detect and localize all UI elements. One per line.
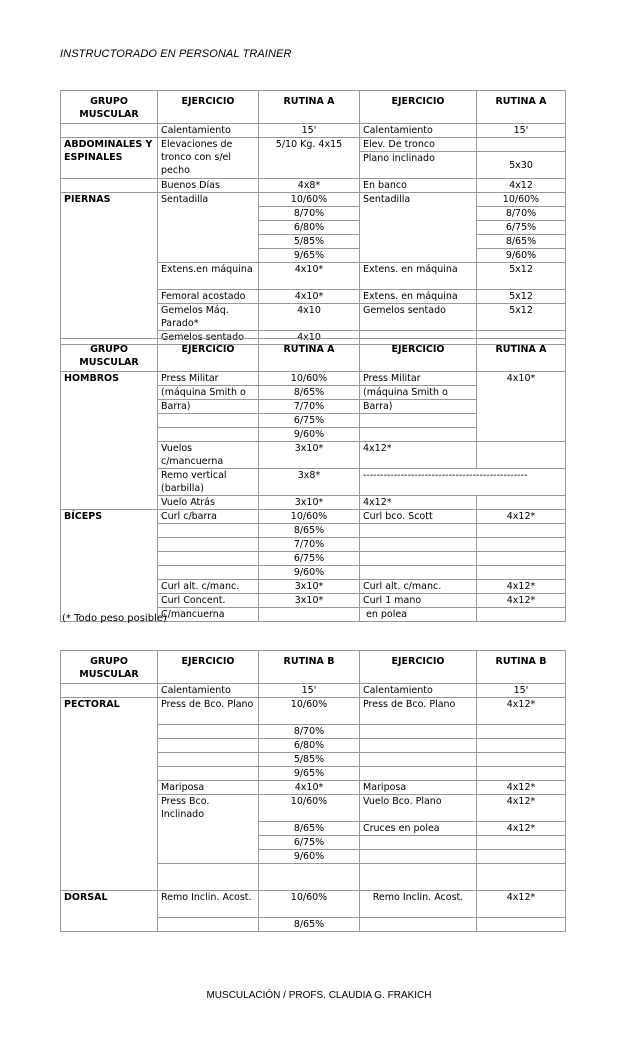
cell bbox=[158, 739, 259, 753]
cell: 8/65% bbox=[259, 822, 360, 836]
cell: Extens.en máquina bbox=[158, 263, 259, 290]
header-grupo-muscular: GRUPO MUSCULAR bbox=[61, 651, 158, 684]
cell: 3x10* bbox=[259, 496, 360, 510]
cell: 8/65% bbox=[477, 235, 566, 249]
cell: 6/80% bbox=[259, 221, 360, 235]
cell: 8/70% bbox=[259, 207, 360, 221]
cell: Gemelos sentado bbox=[360, 304, 477, 331]
cell bbox=[259, 608, 360, 622]
cell: Elevaciones de tronco con s/el pecho bbox=[158, 138, 259, 179]
header-ejercicio: EJERCICIO bbox=[158, 91, 259, 124]
cell: Remo vertical (barbilla) bbox=[158, 469, 259, 496]
cell: 5x12 bbox=[477, 290, 566, 304]
cell: Curl 1 mano bbox=[360, 594, 477, 608]
cell: (máquina Smith o bbox=[360, 386, 477, 400]
cell bbox=[61, 124, 158, 138]
cell: Mariposa bbox=[158, 781, 259, 795]
header-rutina: RUTINA A bbox=[477, 91, 566, 124]
cell: Vuelo Bco. Plano bbox=[360, 795, 477, 822]
cell bbox=[360, 767, 477, 781]
cell: 4x10 bbox=[259, 304, 360, 331]
cell: 4x12* bbox=[477, 822, 566, 836]
cell: 4x12* bbox=[360, 442, 477, 469]
cell: 5/85% bbox=[259, 235, 360, 249]
cell: 4x12* bbox=[360, 496, 477, 510]
cell: 10/60% bbox=[477, 193, 566, 207]
cell: 5/85% bbox=[259, 753, 360, 767]
cell bbox=[158, 428, 259, 442]
table-header-row bbox=[61, 91, 566, 124]
group-label: HOMBROS bbox=[61, 372, 158, 510]
group-label: ABDOMINALES Y ESPINALES bbox=[61, 138, 158, 179]
cell: 9/60% bbox=[259, 850, 360, 864]
header-rutina: RUTINA B bbox=[259, 651, 360, 684]
cell: Press de Bco. Plano bbox=[360, 698, 477, 725]
header-rutina: RUTINA A bbox=[259, 339, 360, 372]
cell: 10/60% bbox=[259, 698, 360, 725]
dashed-placeholder: ------------------------------------------------ bbox=[360, 469, 566, 496]
cell: 10/60% bbox=[259, 795, 360, 822]
cell: 9/60% bbox=[259, 428, 360, 442]
header-ejercicio: EJERCICIO bbox=[158, 339, 259, 372]
cell: Press de Bco. Plano bbox=[158, 698, 259, 725]
cell bbox=[61, 684, 158, 698]
cell: 15' bbox=[477, 124, 566, 138]
cell: Elev. De tronco bbox=[360, 138, 477, 152]
cell: 10/60% bbox=[259, 510, 360, 524]
cell: Mariposa bbox=[360, 781, 477, 795]
cell: C/mancuerna bbox=[158, 608, 259, 622]
header-rutina: RUTINA B bbox=[477, 651, 566, 684]
cell: Press Militar bbox=[158, 372, 259, 386]
cell: 5x12 bbox=[477, 263, 566, 290]
page-header: INSTRUCTORADO EN PERSONAL TRAINER bbox=[60, 48, 292, 60]
cell bbox=[360, 850, 477, 864]
cell: Extens. en máquina bbox=[360, 263, 477, 290]
cell: Curl c/barra bbox=[158, 510, 259, 524]
cell: 6/75% bbox=[259, 836, 360, 850]
cell bbox=[360, 428, 477, 442]
cell: 9/60% bbox=[259, 566, 360, 580]
cell: 9/65% bbox=[259, 767, 360, 781]
cell: 6/75% bbox=[259, 552, 360, 566]
table-row bbox=[61, 193, 566, 207]
cell: Extens. en máquina bbox=[360, 290, 477, 304]
cell: Plano inclinado bbox=[360, 152, 477, 179]
cell: 4x12* bbox=[477, 891, 566, 918]
cell: 3x10* bbox=[259, 580, 360, 594]
cell: 4x10* bbox=[259, 263, 360, 290]
cell: 4x10* bbox=[259, 290, 360, 304]
table-header-row bbox=[61, 339, 566, 372]
cell bbox=[360, 414, 477, 428]
cell: Barra) bbox=[158, 400, 259, 414]
cell: Press Bco. Inclinado bbox=[158, 795, 259, 864]
group-label: BÍCEPS bbox=[61, 510, 158, 622]
cell: Barra) bbox=[360, 400, 477, 414]
cell: 4x12* bbox=[477, 781, 566, 795]
cell bbox=[477, 608, 566, 622]
cell: 15' bbox=[259, 124, 360, 138]
cell: 10/60% bbox=[259, 891, 360, 918]
table-row bbox=[61, 510, 566, 524]
cell bbox=[477, 864, 566, 891]
cell bbox=[158, 918, 259, 932]
cell: Gemelos sentado bbox=[158, 331, 259, 345]
cell bbox=[477, 725, 566, 739]
cell: en polea bbox=[360, 608, 477, 622]
cell bbox=[158, 524, 259, 538]
cell bbox=[360, 918, 477, 932]
cell bbox=[360, 739, 477, 753]
cell bbox=[477, 524, 566, 538]
cell: 3x10* bbox=[259, 594, 360, 608]
header-ejercicio: EJERCICIO bbox=[360, 651, 477, 684]
cell: 6/75% bbox=[259, 414, 360, 428]
cell bbox=[158, 566, 259, 580]
cell: 4x12* bbox=[477, 594, 566, 608]
cell bbox=[360, 864, 477, 891]
cell: 8/65% bbox=[259, 524, 360, 538]
cell: 5/10 Kg. 4x15 bbox=[259, 138, 360, 179]
cell: Calentamiento bbox=[360, 684, 477, 698]
cell bbox=[477, 442, 566, 469]
cell: Femoral acostado bbox=[158, 290, 259, 304]
cell: Buenos Días bbox=[158, 179, 259, 193]
cell bbox=[360, 836, 477, 850]
table-row bbox=[61, 698, 566, 725]
cell: 5x30 bbox=[477, 152, 566, 179]
table-row bbox=[61, 124, 566, 138]
cell: 15' bbox=[477, 684, 566, 698]
cell bbox=[477, 767, 566, 781]
cell bbox=[477, 850, 566, 864]
cell: Remo Inclin. Acost. bbox=[158, 891, 259, 918]
weight-note: (* Todo peso posible) bbox=[62, 613, 167, 624]
group-label: PECTORAL bbox=[61, 698, 158, 891]
cell bbox=[477, 538, 566, 552]
cell: 8/70% bbox=[477, 207, 566, 221]
cell bbox=[259, 864, 360, 891]
cell: 4x10 bbox=[259, 331, 360, 345]
cell: Cruces en polea bbox=[360, 822, 477, 836]
cell: 7/70% bbox=[259, 538, 360, 552]
header-rutina: RUTINA A bbox=[259, 91, 360, 124]
cell bbox=[158, 767, 259, 781]
cell: 6/80% bbox=[259, 739, 360, 753]
cell: 7/70% bbox=[259, 400, 360, 414]
header-ejercicio: EJERCICIO bbox=[158, 651, 259, 684]
cell: 4x12* bbox=[477, 580, 566, 594]
cell: 9/60% bbox=[477, 249, 566, 263]
cell bbox=[360, 552, 477, 566]
cell: Curl alt. c/manc. bbox=[360, 580, 477, 594]
header-grupo-muscular: GRUPO MUSCULAR bbox=[61, 91, 158, 124]
cell: Curl bco. Scott bbox=[360, 510, 477, 524]
cell: 10/60% bbox=[259, 372, 360, 386]
table-row bbox=[61, 138, 566, 152]
cell: 4x12 bbox=[477, 179, 566, 193]
cell bbox=[477, 496, 566, 510]
cell: Remo Inclin. Acost. bbox=[360, 891, 477, 918]
cell bbox=[61, 179, 158, 193]
cell bbox=[477, 138, 566, 152]
cell: 6/75% bbox=[477, 221, 566, 235]
cell: 4x12* bbox=[477, 795, 566, 822]
cell: 3x10* bbox=[259, 442, 360, 469]
cell bbox=[477, 739, 566, 753]
cell bbox=[360, 538, 477, 552]
cell bbox=[360, 524, 477, 538]
cell bbox=[477, 836, 566, 850]
cell bbox=[158, 538, 259, 552]
cell bbox=[477, 566, 566, 580]
cell: 8/65% bbox=[259, 386, 360, 400]
cell: Calentamiento bbox=[360, 124, 477, 138]
cell: Calentamiento bbox=[158, 684, 259, 698]
routine-table-a-hombros-biceps bbox=[60, 338, 566, 622]
cell bbox=[158, 414, 259, 428]
table-header-row bbox=[61, 651, 566, 684]
cell bbox=[360, 725, 477, 739]
header-grupo-muscular: GRUPO MUSCULAR bbox=[61, 339, 158, 372]
cell bbox=[158, 725, 259, 739]
table-row bbox=[61, 891, 566, 918]
cell bbox=[477, 753, 566, 767]
cell: Calentamiento bbox=[158, 124, 259, 138]
routine-table-b-pectoral-dorsal bbox=[60, 650, 566, 932]
cell: 9/65% bbox=[259, 249, 360, 263]
cell bbox=[477, 552, 566, 566]
cell bbox=[360, 753, 477, 767]
cell bbox=[360, 566, 477, 580]
cell bbox=[158, 864, 259, 891]
cell: 15' bbox=[259, 684, 360, 698]
routine-table-a-abdominales-piernas bbox=[60, 90, 566, 345]
cell: Sentadilla bbox=[360, 193, 477, 263]
table-row bbox=[61, 372, 566, 386]
cell: 4x12* bbox=[477, 698, 566, 725]
cell: 10/60% bbox=[259, 193, 360, 207]
cell: Gemelos Máq. Parado* bbox=[158, 304, 259, 331]
cell: Curl Concent. bbox=[158, 594, 259, 608]
cell: 5x12 bbox=[477, 304, 566, 331]
cell: Vuelo Atrás bbox=[158, 496, 259, 510]
cell: Vuelos c/mancuerna bbox=[158, 442, 259, 469]
group-label: DORSAL bbox=[61, 891, 158, 932]
cell bbox=[158, 552, 259, 566]
cell: 3x8* bbox=[259, 469, 360, 496]
cell: 8/70% bbox=[259, 725, 360, 739]
cell: 4x12* bbox=[477, 510, 566, 524]
cell bbox=[477, 918, 566, 932]
group-label: PIERNAS bbox=[61, 193, 158, 345]
cell: Sentadilla bbox=[158, 193, 259, 263]
header-rutina: RUTINA A bbox=[477, 339, 566, 372]
table-row bbox=[61, 179, 566, 193]
cell: (máquina Smith o bbox=[158, 386, 259, 400]
cell: Curl alt. c/manc. bbox=[158, 580, 259, 594]
header-ejercicio: EJERCICIO bbox=[360, 339, 477, 372]
cell: 4x8* bbox=[259, 179, 360, 193]
page-footer: MUSCULACIÓN / PROFS. CLAUDIA G. FRAKICH bbox=[206, 990, 432, 1001]
cell bbox=[158, 753, 259, 767]
cell: Press Militar bbox=[360, 372, 477, 386]
cell: 8/65% bbox=[259, 918, 360, 932]
table-row bbox=[61, 684, 566, 698]
header-ejercicio: EJERCICIO bbox=[360, 91, 477, 124]
cell: 4x10* bbox=[477, 372, 566, 442]
cell: En banco bbox=[360, 179, 477, 193]
cell: 4x10* bbox=[259, 781, 360, 795]
